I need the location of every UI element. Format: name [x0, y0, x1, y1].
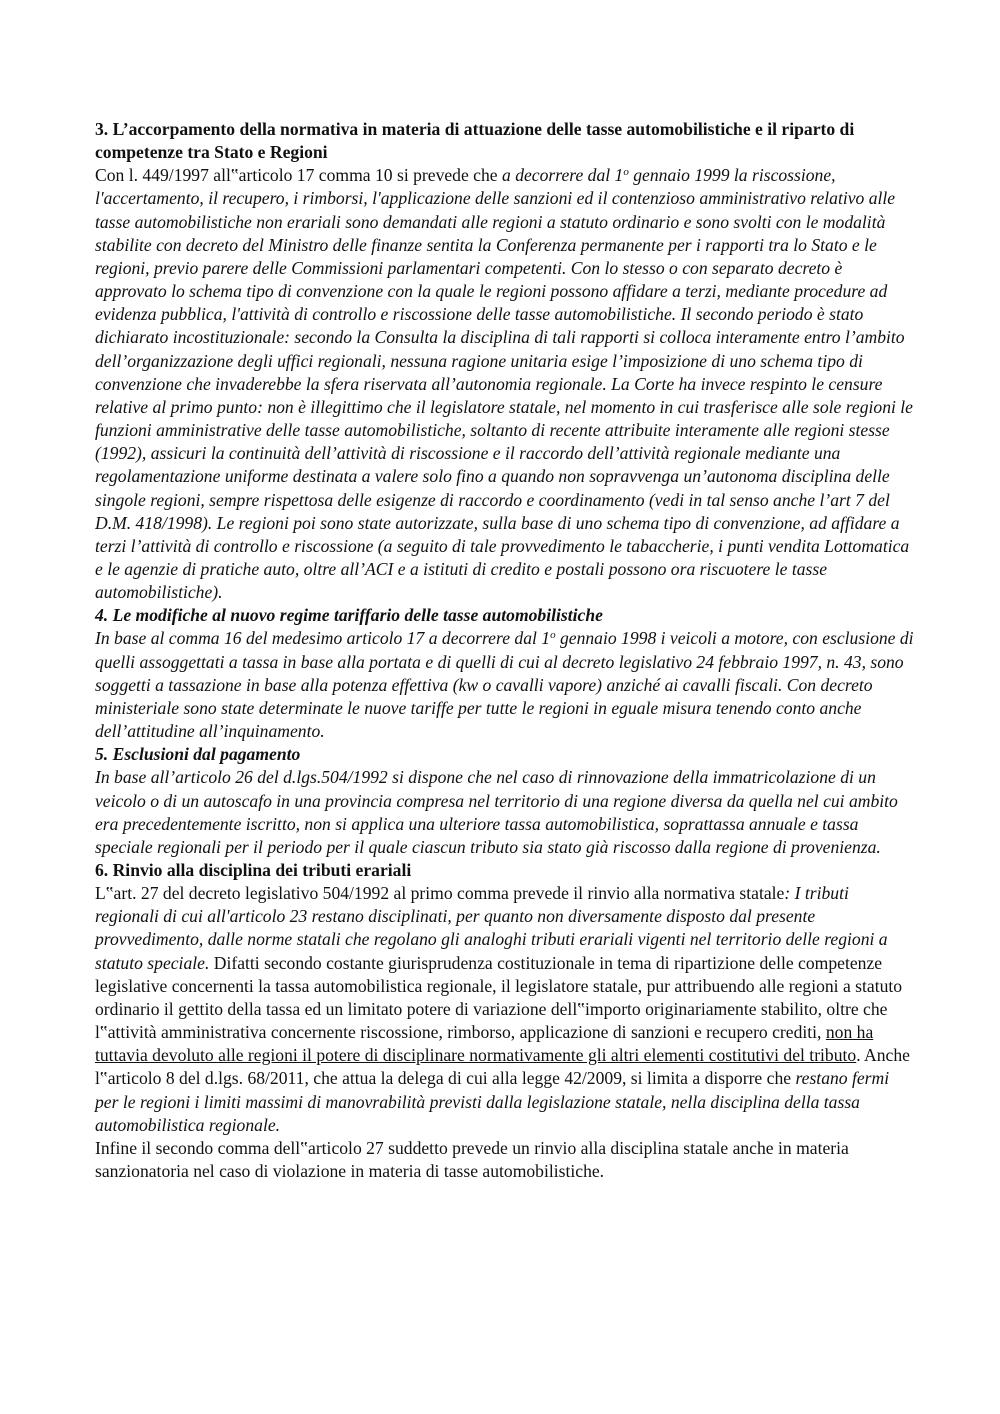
- section-6-underlined-text: non ha tuttavia devoluto alle regioni il potere di disciplinare normativamente gli altri elementi costitutivi del tributo: [95, 1022, 874, 1066]
- section-6-quote: : I tributi regionali di cui all'articolo 23 restano disciplinati, per quanto non diversamente disposto dal presente provvedimento, dalle norme statali che regolano gli analoghi tributi erariali vigenti nel territorio delle regioni a statuto speciale.: [95, 883, 888, 973]
- section-4-heading: 4. Le modifiche al nuovo regime tariffario delle tasse automobilistiche: [95, 605, 603, 626]
- section-3-quote-start: a decorrere dal 1: [502, 165, 624, 186]
- ordinal-superscript: o: [550, 629, 556, 642]
- section-6-jurisprudence: Difatti secondo costante giurisprudenza costituzionale in tema di ripartizione delle competenze legislative concernenti la tassa automobilistica regionale, il legislatore statale, pur attribuendo alle regioni a statuto ordinario il gettito della tassa ed un limitato potere di variazione dell‟importo originariamente stabilito, oltre che l‟attività amministrativa concernente riscossione, rimborso, applicazione di sanzioni e recupero crediti,: [95, 952, 903, 1043]
- ordinal-superscript: o: [623, 166, 629, 179]
- section-3-paragraph: [95, 164, 915, 604]
- section-4-text-body: gennaio 1998 i veicoli a motore, con esclusione di quelli assoggettati a tassa in base alla portata e di quelli di cui al decreto legislativo 24 febbraio 1997, n. 43, sono soggetti a tassazione in base alla potenza effettiva (kw o cavalli vapore) anziché ai cavalli fiscali. Con decreto ministeriale sono state determinate le nuove tariffe per tutte le regioni in eguale misura tenendo conto anche dell’attitudine all’inquinamento.: [95, 628, 914, 742]
- section-6-intro: L‟art. 27 del decreto legislativo 504/1992 al primo comma prevede il rinvio alla normativa statale: [95, 883, 785, 904]
- section-3-quote-body: gennaio 1999 la riscossione, l'accertamento, il recupero, i rimborsi, l'applicazione delle sanzioni ed il contenzioso amministrativo relativo alle tasse automobilistiche non erariali sono demandati alle regioni a statuto ordinario e sono svolti con le modalità stabilite con decreto del Ministro delle finanze sentita la Conferenza permanente per i rapporti tra lo Stato e le regioni, previo parere delle Commissioni parlamentari competenti. Con lo stesso o con separato decreto è approvato lo schema tipo di convenzione con la quale le regioni possono affidare a terzi, mediante procedure ad evidenza pubblica, l'attività di controllo e riscossione delle tasse automobilistiche. Il secondo periodo è stato dichiarato incostituzionale: secondo la Consulta la disciplina di tali rapporti si colloca interamente entro l’ambito dell’organizzazione degli uffici regionali, nessuna ragione unitaria esige l’imposizione di uno schema tipo di convenzione che invaderebbe la sfera riservata all’autonomia regionale. La Corte ha invece respinto le censure relative al primo punto: non è illegittimo che il legislatore statale, nel momento in cui trasferisce alle sole regioni le funzioni amministrative delle tasse automobilistiche, soltanto di recente attribuite interamente alle regioni stesse (1992), assicuri la continuità dell’attività di riscossione e il raccordo dell’attività regionale mediante una regolamentazione uniforme destinata a valere solo fino a quando non sopravvenga un’autonoma disciplina delle singole regioni, sempre rispettosa delle esigenze di raccordo e coordinamento (vedi in tal senso anche l’art 7 del D.M. 418/1998). Le regioni poi sono state autorizzate, sulla base di uno schema tipo di convenzione, ad affidare a terzi l’attività di controllo e riscossione (a seguito di tale provvedimento le tabaccherie, i punti vendita Lottomatica e le agenzie di pratiche auto, oltre all’ACI e a istituti di credito e postali possono ora riscuotere le tasse automobilistiche).: [95, 165, 913, 603]
- section-6-quote-2: restano fermi per le regioni i limiti massimi di manovrabilità previsti dalla legislazione statale, nella disciplina della tassa automobilistica regionale.: [95, 1068, 890, 1135]
- section-5-heading: 5. Esclusioni dal pagamento: [95, 744, 301, 765]
- section-6-heading: 6. Rinvio alla disciplina dei tributi erariali: [95, 860, 412, 880]
- section-6-delega: . Anche l‟articolo 8 del d.lgs. 68/2011, che attua la delega di cui alla legge 42/2009, si limita a disporre che: [95, 1045, 910, 1089]
- section-4-paragraph: [95, 627, 915, 743]
- section-3-heading: 3. L’accorpamento della normativa in materia di attuazione delle tasse automobilistiche e il riparto di competenze tra Stato e Regioni: [95, 119, 855, 163]
- section-6-paragraph-2: Infine il secondo comma dell‟articolo 27 suddetto prevede un rinvio alla disciplina statale anche in materia sanzionatoria nel caso di violazione in materia di tasse automobilistiche.: [95, 1137, 849, 1182]
- document-page: [95, 118, 915, 1183]
- section-6-paragraph-1: [95, 882, 915, 1137]
- section-4-text-start: In base al comma 16 del medesimo articolo 17 a decorrere dal 1: [95, 628, 551, 649]
- section-5-paragraph: In base all’articolo 26 del d.lgs.504/1992 si dispone che nel caso di rinnovazione della immatricolazione di un veicolo o di un autoscafo in una provincia compresa nel territorio di una regione diversa da quella nel cui ambito era precedentemente iscritto, non si applica una ulteriore tassa automobilistica, soprattassa annuale e tassa speciale regionali per il periodo per il quale ciascun tributo sia stato già riscosso dalla regione di provenienza.: [95, 767, 898, 857]
- section-3-intro: Con l. 449/1997 all‟articolo 17 comma 10 si prevede che: [95, 165, 502, 186]
